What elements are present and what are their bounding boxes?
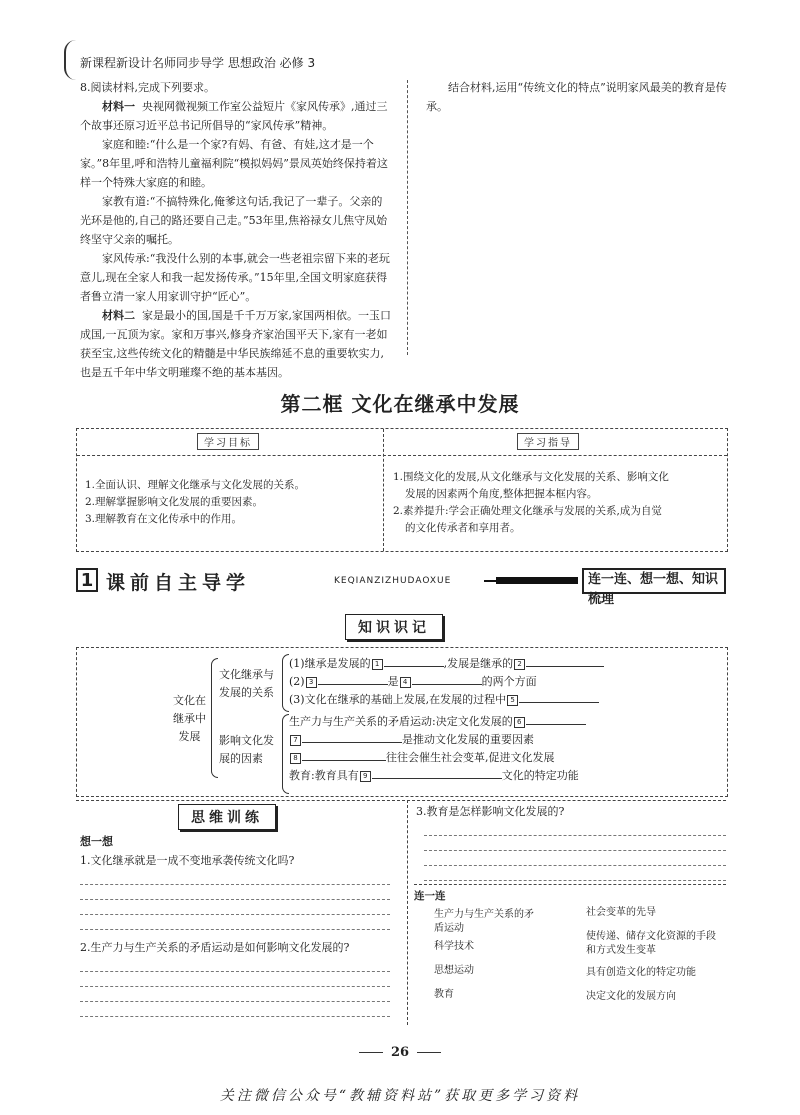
material-1-p4: 家风传承:“我没什么别的本事,就会一些老祖宗留下来的老玩意儿,现在全家人和我一起发扬传承。”15年里,全国文明家庭获得者鲁立清一家人用家训守护“匠心”。	[80, 252, 390, 303]
material-1-p2: 家庭和睦:“什么是一个家?有妈、有爸、有娃,这才是一个家。”8年里,呼和浩特儿童福利院“模拟妈妈”景凤英始终保持着这样一个特殊大家庭的和睦。	[80, 138, 388, 189]
book-header: 新课程新设计名师同步导学 思想政治 必修 3	[80, 56, 316, 70]
branch-1-line: 文化继承与	[219, 668, 274, 681]
guide-middle-divider	[383, 429, 384, 551]
map-line-7	[289, 766, 579, 785]
answer-line[interactable]	[80, 870, 390, 885]
guidance-item: 2.素养提升:学会正确处理文化继承与发展的关系,成为自觉	[393, 505, 662, 517]
learning-goals-tag: 学习目标	[197, 433, 259, 450]
thinking-ribbon: 思维训练	[178, 804, 276, 830]
goal-item: 1.全面认识、理解文化继承与文化发展的关系。	[85, 479, 306, 491]
branch-1-brace	[282, 654, 289, 712]
answer-line[interactable]	[80, 957, 390, 972]
map-root-brace	[211, 658, 218, 778]
material-2-p1-start	[80, 306, 392, 382]
material-1-label: 材料一	[102, 100, 135, 113]
knowledge-map-box	[76, 647, 728, 797]
blank-number-4: 4	[400, 677, 411, 688]
column-divider	[407, 80, 408, 355]
section-band	[76, 568, 726, 607]
fill-blank-4[interactable]	[412, 672, 482, 685]
connect-right-item[interactable]: 社会变革的先导	[586, 907, 656, 918]
blank-number-9: 9	[360, 771, 371, 782]
band-bar-thin	[484, 580, 496, 582]
fill-blank-6[interactable]	[526, 712, 586, 725]
connect-right-item[interactable]: 决定文化的发展方向	[586, 991, 676, 1002]
branch-2-line: 影响文化发	[219, 734, 274, 747]
think-section	[80, 832, 390, 1017]
map-line-3	[289, 690, 599, 709]
answer-line[interactable]	[424, 866, 726, 881]
question-8-left	[80, 78, 392, 382]
connect-left-items	[434, 908, 534, 1008]
line-4-text-a: 生产力与生产关系的矛盾运动:决定文化发展的	[289, 715, 513, 728]
band-number: 1	[76, 568, 98, 592]
page-number: 26	[390, 1045, 410, 1060]
footer-note: 关注微信公众号“教辅资料站”获取更多学习资料	[219, 1088, 581, 1104]
line-2-text-a: (2)	[289, 675, 305, 688]
map-line-4	[289, 712, 586, 731]
answer-line[interactable]	[80, 987, 390, 1002]
blank-number-8: 8	[290, 753, 301, 764]
guide-header-divider	[77, 455, 727, 456]
header-bracket	[64, 40, 80, 80]
question-8-right	[426, 78, 736, 116]
page-number-row	[0, 1045, 800, 1060]
line-5-text-a: 是推动文化发展的重要因素	[402, 733, 534, 746]
learning-guidance-list	[393, 469, 723, 537]
blank-number-5: 5	[507, 695, 518, 706]
fill-blank-8[interactable]	[302, 748, 386, 761]
think-heading: 想一想	[80, 835, 113, 848]
goal-item: 2.理解掌握影响文化发展的重要因素。	[85, 496, 264, 508]
line-7-text-a: 教育:教育具有	[289, 769, 359, 782]
question-2: 2.生产力与生产关系的矛盾运动是如何影响文化发展的?	[80, 941, 350, 954]
material-1-text: 央视网微视频工作室公益短片《家风传承》,通过三个故事还原习近平总书记所倡导的“家风传承”精神。	[80, 100, 388, 132]
line-2-text-c: 的两个方面	[481, 675, 537, 688]
right-lower-section	[416, 802, 726, 881]
knowledge-ribbon: 知识识记	[345, 614, 443, 640]
q8-task: 结合材料,运用“传统文化的特点”说明家风最美的教育是传承。	[426, 81, 727, 113]
question-3: 3.教育是怎样影响文化发展的?	[416, 805, 565, 818]
line-1-text-a: (1)继承是发展的	[289, 657, 371, 670]
connect-right-item[interactable]: 使传递、储存文化资源的手段和方式发生变革	[586, 931, 716, 956]
fill-blank-2[interactable]	[526, 654, 604, 667]
connect-left-item[interactable]: 生产力与生产关系的矛盾运动	[434, 909, 534, 934]
map-root	[173, 692, 206, 746]
line-2-text-b: 是	[387, 675, 399, 688]
answer-line[interactable]	[424, 821, 726, 836]
fill-blank-7[interactable]	[302, 730, 402, 743]
connect-left-item[interactable]: 思想运动	[434, 965, 474, 976]
line-7-text-b: 文化的特定功能	[501, 769, 579, 782]
line-3-text-a: (3)文化在继承的基础上发展,在发展的过程中	[289, 693, 507, 706]
fill-blank-9[interactable]	[372, 766, 502, 779]
line-6-text-a: 往往会催生社会变革,促进文化发展	[386, 751, 555, 764]
connect-right-items	[586, 906, 716, 1010]
learning-goals-list	[85, 477, 375, 528]
map-line-6	[289, 748, 555, 767]
map-line-2	[289, 672, 537, 691]
material-1-p3: 家教有道:“不搞特殊化,俺爹这句话,我记了一辈子。父亲的光环是他的,自己的路还要自己走。”53年里,焦裕禄女儿焦守凤始终坚守父亲的嘱托。	[80, 195, 388, 246]
fill-blank-3[interactable]	[318, 672, 388, 685]
map-root-line: 文化在	[173, 694, 206, 707]
answer-line[interactable]	[80, 972, 390, 987]
answer-line[interactable]	[80, 915, 390, 930]
map-root-line: 继承中	[173, 712, 206, 725]
guidance-item: 的文化传承者和享用者。	[405, 522, 521, 534]
fill-blank-5[interactable]	[519, 690, 599, 703]
goal-item: 3.理解教育在文化传承中的作用。	[85, 513, 243, 525]
connect-left-item[interactable]: 科学技术	[434, 941, 474, 952]
branch-2-line: 展的因素	[219, 752, 263, 765]
branch-2-brace	[282, 714, 289, 794]
map-branch-2	[219, 732, 274, 768]
section-title: 第二框 文化在继承中发展	[280, 392, 520, 416]
guidance-item: 1.围绕文化的发展,从文化继承与文化发展的关系、影响文化	[393, 471, 669, 483]
band-title: 课前自主导学	[106, 572, 251, 594]
map-line-5	[289, 730, 534, 749]
page-number-rule	[359, 1052, 383, 1053]
blank-number-3: 3	[306, 677, 317, 688]
band-bar	[496, 577, 578, 584]
answer-line[interactable]	[424, 851, 726, 866]
answer-line[interactable]	[80, 885, 390, 900]
band-right-label: 连一连、想一想、知识梳理	[582, 568, 726, 594]
lower-top-divider	[76, 800, 726, 801]
map-branch-1	[219, 666, 274, 702]
answer-line[interactable]	[80, 900, 390, 915]
blank-number-1: 1	[372, 659, 383, 670]
guidance-item: 发展的因素两个角度,整体把握本框内容。	[405, 488, 598, 500]
page-number-rule	[417, 1052, 441, 1053]
q8-intro: 8.阅读材料,完成下列要求。	[80, 81, 215, 94]
answer-line[interactable]	[80, 1002, 390, 1017]
learning-guidance-tag: 学习指导	[517, 433, 579, 450]
material-2-label: 材料二	[102, 309, 135, 322]
answer-line[interactable]	[424, 836, 726, 851]
connect-right-item[interactable]: 具有创造文化的特定功能	[586, 967, 696, 978]
line-1-text-b: ,发展是继承的	[443, 657, 514, 670]
connect-divider	[414, 884, 726, 885]
band-pinyin: KEQIANZIZHUDAOXUE	[334, 576, 452, 586]
material-2-text: 家是最小的国,国是千千万万家,家国两相依。一玉口成国,一瓦顶为家。家和万事兴,修身齐家治国平天下,家有一老如获至宝,这些传统文化的精髓是中华民族绵延不息的重要软实力,也是五千年中华文明璀璨不绝的基本基因。	[80, 309, 391, 379]
learning-guide-box	[76, 428, 728, 552]
blank-number-6: 6	[514, 717, 525, 728]
blank-number-7: 7	[290, 735, 301, 746]
fill-blank-1[interactable]	[384, 654, 444, 667]
map-line-1	[289, 654, 604, 673]
material-1-p1	[80, 97, 392, 135]
connect-heading: 连一连	[414, 890, 446, 902]
connect-left-item[interactable]: 教育	[434, 989, 454, 1000]
lower-column-divider	[407, 800, 408, 1025]
question-1: 1.文化继承就是一成不变地承袭传统文化吗?	[80, 854, 295, 867]
branch-1-line: 发展的关系	[219, 686, 274, 699]
blank-number-2: 2	[514, 659, 525, 670]
map-root-line: 发展	[178, 730, 201, 743]
